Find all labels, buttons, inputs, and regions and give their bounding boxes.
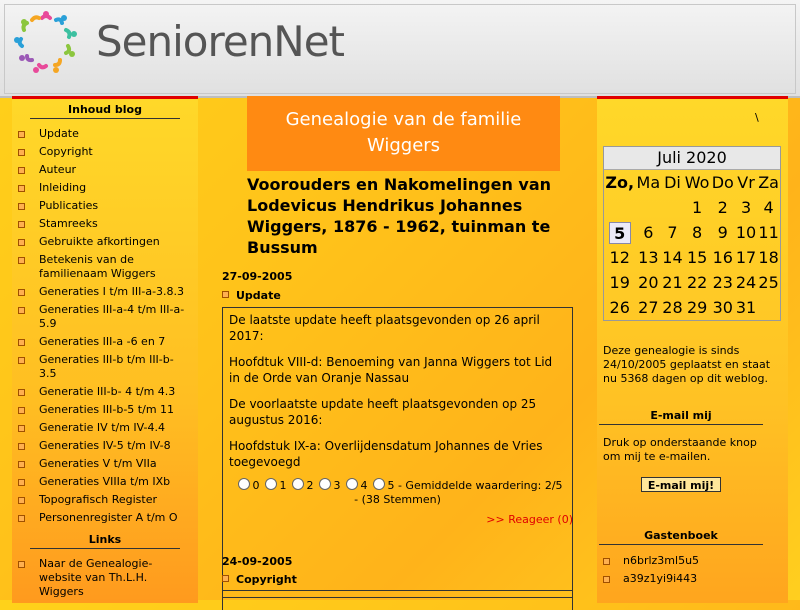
site-header [0,0,800,98]
calendar-day[interactable]: 27 [638,298,659,317]
bullet-icon [18,185,25,192]
link-item-label[interactable]: Naar de Genealogie-website van Th.L.H. Wiggers [39,557,153,598]
calendar-day[interactable]: 26 [609,298,630,317]
calendar-day[interactable]: 1 [692,198,703,217]
bullet-icon [18,389,25,396]
calendar-day[interactable]: 19 [609,273,630,292]
calendar-weekday: Ma [636,173,661,192]
sidebar-item[interactable] [12,439,198,453]
calendar-weekday: Zo, [605,173,635,192]
calendar-day[interactable]: 11 [758,223,779,242]
blog-age-text: Deze genealogie is sinds 24/10/2005 geplaatst en staat nu 5368 dagen op dit weblog. [603,344,771,385]
calendar-day[interactable]: 17 [735,248,757,267]
rating-label: 0 [252,479,260,492]
post-paragraph: De laatste update heeft plaatsgevonden op 26 april 2017: [229,313,540,343]
rating-radio[interactable] [265,478,277,490]
bullet-icon [18,149,25,156]
rating-radio[interactable] [373,478,385,490]
bullet-icon [18,357,25,364]
sidebar-item-label[interactable]: Generaties VIIIa t/m IXb [39,475,171,488]
guestbook-list [603,554,699,590]
react-link[interactable]: >> Reageer (0) [486,513,573,526]
blog-subtitle: Voorouders en Nakomelingen van Lodevicus Hendrikus Johannes Wiggers, 1876 - 1962, tuinman te Bussum [247,175,552,257]
rating-radio[interactable] [238,478,250,490]
sidebar-item[interactable] [12,127,198,141]
sidebar-item-label[interactable]: Publicaties [39,199,99,212]
bullet-icon [18,239,25,246]
post-title-text[interactable]: Update [236,289,281,302]
guestbook-item[interactable] [603,572,699,586]
sidebar-item-label[interactable]: Generaties III-a -6 en 7 [39,335,166,348]
sidebar-item[interactable] [12,217,198,231]
sidebar-item[interactable] [12,181,198,195]
calendar-day[interactable]: 13 [638,248,659,267]
sidebar-item[interactable] [12,163,198,177]
post-paragraph: Hoofdtuk VIII-d: Benoeming van Janna Wiggers tot Lid in de Orde van Oranje Nassau [229,355,553,385]
rating-label: 3 [333,479,341,492]
bullet-icon [18,479,25,486]
bullet-icon [222,575,229,582]
bullet-icon [18,461,25,468]
sidebar-item[interactable] [12,511,198,525]
calendar-day[interactable]: 9 [717,223,728,242]
calendar-day[interactable]: 23 [712,273,733,292]
sidebar-item[interactable] [12,403,198,417]
calendar-day[interactable]: 21 [662,273,683,292]
sidebar-item[interactable] [12,253,198,281]
sidebar-item-label[interactable]: Generaties III-b t/m III-b-3.5 [39,353,174,380]
rating-radio[interactable] [319,478,331,490]
calendar-today[interactable]: 5 [609,222,631,244]
sidebar-item-label[interactable]: Stamreeks [39,217,98,230]
post-date: 24-09-2005 [222,555,293,568]
calendar-day[interactable]: 12 [609,248,630,267]
blog-banner-title: Genealogie van de familie Wiggers [247,96,560,171]
calendar-day[interactable]: 24 [735,273,757,292]
bullet-icon [18,307,25,314]
calendar-day[interactable]: 28 [662,298,683,317]
calendar-day[interactable]: 7 [667,223,678,242]
calendar-day[interactable]: 4 [763,198,774,217]
calendar-day[interactable]: 22 [686,273,708,292]
post-body [222,590,573,610]
bullet-icon [18,339,25,346]
calendar-weekday: Za [758,173,779,192]
rating-label: 2 [306,479,314,492]
rating-summary: - Gemiddelde waardering: 2/5 - (38 Stemmen) [354,479,563,506]
email-text: Druk op onderstaande knop om mij te e-mailen. [603,436,757,463]
sidebar-item[interactable] [12,303,198,331]
calendar-day[interactable]: 10 [735,223,757,242]
calendar-day[interactable] [604,220,635,245]
sidebar-item-label[interactable]: Generaties III-a-4 t/m III-a-5.9 [39,303,185,330]
calendar-weekday: Wo [684,173,710,192]
bullet-icon [18,515,25,522]
sidebar-item[interactable] [12,493,198,507]
sidebar-item[interactable] [12,199,198,213]
bullet-icon [18,289,25,296]
calendar-day[interactable]: 15 [686,248,708,267]
right-sidebar [597,96,788,603]
calendar-weekday: Di [664,173,681,192]
calendar-day[interactable]: 16 [712,248,733,267]
bullet-icon [18,221,25,228]
sidebar-item[interactable] [12,285,198,299]
sidebar-item[interactable] [12,235,198,249]
calendar-day[interactable]: 20 [638,273,659,292]
email-title: E-mail mij [599,409,763,425]
sidebar-title: Inhoud blog [30,103,180,119]
calendar-day [661,195,683,220]
sidebar-item-label[interactable]: Generaties III-b-5 t/m 11 [39,403,175,416]
links-title: Links [30,533,180,549]
bullet-icon [18,407,25,414]
sidebar-item[interactable] [12,145,198,159]
post-title-text[interactable]: Copyright [236,573,297,586]
sidebar-item[interactable] [12,475,198,489]
calendar-day [757,295,780,320]
sidebar-item[interactable] [12,335,198,349]
calendar-day[interactable]: 2 [717,198,728,217]
calendar-day[interactable]: 8 [692,223,703,242]
link-item[interactable] [12,557,198,599]
bullet-icon [18,425,25,432]
rating-widget [229,478,566,507]
rating-label: 5 [387,479,395,492]
post-paragraph: De voorlaatste update heeft plaatsgevonden op 25 augustus 2016: [229,397,537,427]
bullet-icon [18,497,25,504]
calendar-grid [604,170,780,320]
backslash-mark: \ [755,111,759,124]
blog-contents-menu [12,127,198,525]
post-title[interactable] [222,289,281,302]
calendar-day[interactable]: 6 [643,223,654,242]
rating-radio[interactable] [292,478,304,490]
post-title[interactable] [222,573,297,586]
guestbook-item[interactable] [603,554,699,568]
bullet-icon [18,131,25,138]
bullet-icon [603,558,610,565]
calendar-day[interactable]: 14 [662,248,683,267]
rating-label: 4 [360,479,368,492]
calendar-month: Juli 2020 [604,147,780,170]
sidebar-item-label[interactable]: Betekenis van de familienaam Wiggers [39,253,156,280]
post-date: 27-09-2005 [222,270,293,283]
calendar-day[interactable]: 29 [686,298,708,317]
post-paragraph: Hoofdstuk IX-a: Overlijdensdatum Johannes de Vries toegevoegd [229,439,543,469]
sidebar-item-label[interactable]: Update [39,127,79,140]
main-content [198,96,597,600]
sidebar-item[interactable] [12,385,198,399]
email-button[interactable]: E-mail mij! [641,477,721,492]
calendar-weekday: Do [711,173,734,192]
calendar-weekday: Vr [737,173,755,192]
sidebar-item-label[interactable]: Personenregister A t/m O [39,511,178,524]
guestbook-item-label[interactable]: a39z1yi9i443 [623,572,698,585]
sidebar-item-label[interactable]: Generatie III-b- 4 t/m 4.3 [39,385,176,398]
sidebar-item[interactable] [12,353,198,381]
bullet-icon [18,443,25,450]
left-sidebar [12,96,198,603]
sidebar-item-label[interactable]: Auteur [39,163,77,176]
rating-radio[interactable] [346,478,358,490]
sidebar-item-label[interactable]: Gebruikte afkortingen [39,235,160,248]
sidebar-item-label[interactable]: Generaties IV-5 t/m IV-8 [39,439,171,452]
calendar-day[interactable]: 31 [735,298,757,317]
logo-text[interactable]: SeniorenNet [96,17,345,66]
seniorennet-logo-icon[interactable] [12,10,82,76]
sidebar-item-label[interactable]: Generaties I t/m III-a-3.8.3 [39,285,185,298]
guestbook-title: Gastenboek [599,529,763,545]
sidebar-item-label[interactable]: Generaties V t/m VIIa [39,457,157,470]
guestbook-item-label[interactable]: n6brlz3ml5u5 [623,554,700,567]
rating-label: 1 [279,479,287,492]
sidebar-item[interactable] [12,421,198,435]
bullet-icon [18,203,25,210]
sidebar-item-label[interactable]: Generatie IV t/m IV-4.4 [39,421,166,434]
sidebar-item-label[interactable]: Inleiding [39,181,87,194]
links-menu [12,557,198,599]
bullet-icon [18,167,25,174]
bullet-icon [222,291,229,298]
sidebar-item[interactable] [12,457,198,471]
bullet-icon [18,257,25,264]
bullet-icon [603,576,610,583]
sidebar-item-label[interactable]: Topografisch Register [39,493,158,506]
calendar-day[interactable]: 25 [758,273,779,292]
calendar-day [635,195,661,220]
bullet-icon [18,561,25,568]
calendar-day[interactable]: 18 [758,248,779,267]
calendar-day [604,195,635,220]
calendar-day[interactable]: 30 [712,298,733,317]
calendar-day[interactable]: 3 [740,198,752,217]
sidebar-item-label[interactable]: Copyright [39,145,93,158]
calendar [603,146,781,321]
